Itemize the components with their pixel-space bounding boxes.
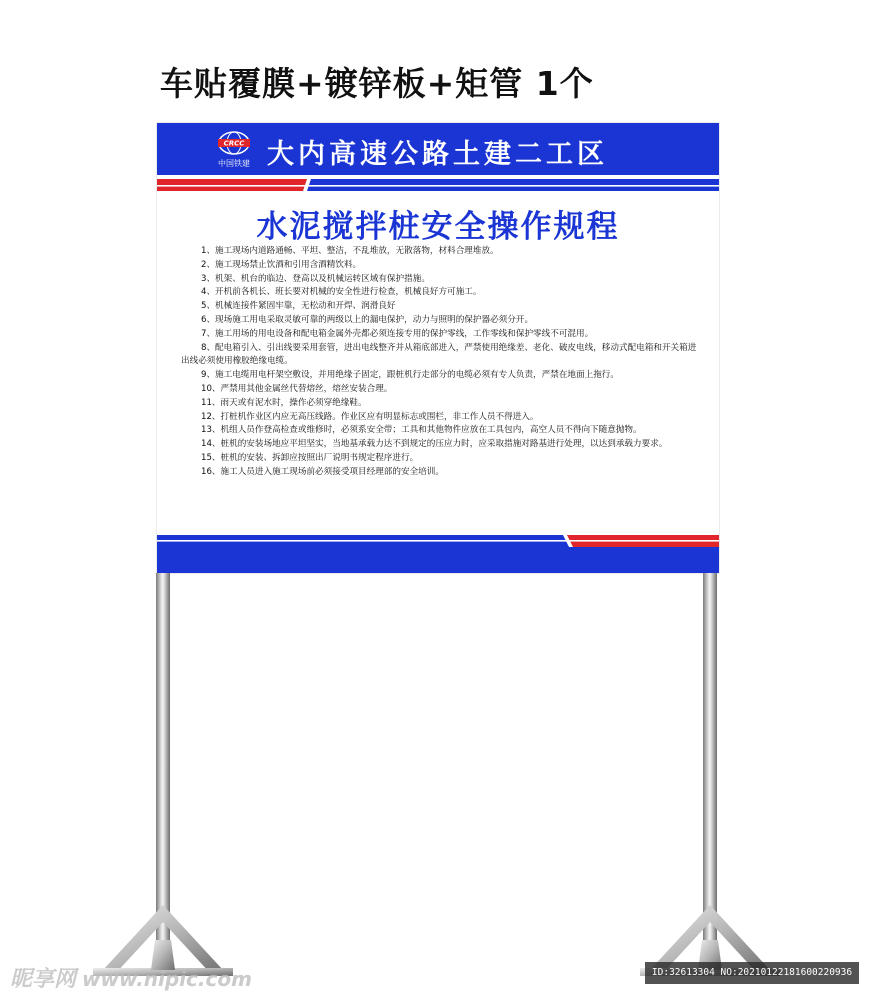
rule-item: 8、配电箱引入、引出线要采用套管，进出电线整齐并从箱底部进入，严禁使用绝缘差、老化、破皮电线，移动式配电箱和开关箱进出线必须使用橡胶绝缘电缆。	[181, 342, 697, 367]
doc-title: 水泥搅拌桩安全操作规程	[256, 209, 620, 245]
rule-item: 16、施工人员进入施工现场前必须接受项目经理部的安全培训。	[201, 466, 444, 477]
rule-item: 6、现场施工用电采取灵敏可靠的两级以上的漏电保护，动力与照明的保护器必须分开。	[201, 314, 534, 325]
watermark-url: www.nipic.com	[82, 967, 252, 991]
header-title: 大内高速公路土建二工区	[267, 139, 608, 170]
rules-list	[181, 245, 701, 480]
bottom-stripe	[157, 535, 719, 547]
rule-item: 11、雨天或有泥水时，操作必须穿绝缘鞋。	[201, 397, 367, 408]
sign-caption: 车贴覆膜+镀锌板+矩管 1个	[160, 64, 594, 103]
globe-icon	[212, 130, 256, 158]
rule-item: 13、机组人员作登高检查或维修时，必须系安全带；工具和其他物件应放在工具包内，高空人员不得向下随意抛物。	[201, 425, 642, 436]
watermark-brand-text: 昵享网	[10, 967, 77, 992]
rule-item: 9、施工电缆用电杆架空敷设，并用绝缘子固定，跟桩机行走部分的电缆必须有专人负责，严禁在地面上拖行。	[201, 370, 619, 381]
svg-text:CRCC: CRCC	[223, 139, 245, 148]
sign-board	[157, 123, 719, 573]
rule-item: 3、机架、机台的临边、登高以及机械运转区域有保护措施。	[201, 273, 430, 284]
crcc-logo	[212, 130, 256, 170]
image-id-bar: ID:32613304 NO:20210122181600220936	[645, 962, 859, 984]
watermark-brand	[10, 962, 252, 993]
rule-item: 4、开机前各机长、班长要对机械的安全性进行检查，机械良好方可施工。	[201, 287, 482, 298]
rule-item: 10、严禁用其他金属丝代替熔丝，熔丝安装合理。	[201, 383, 393, 394]
rule-item: 7、施工用场的用电设备和配电箱金属外壳都必须连接专用的保护零线，工作零线和保护零线不可混用。	[201, 328, 594, 339]
rule-item: 12、打桩机作业区内应无高压线路。作业区应有明显标志或围栏，非工作人员不得进入。	[201, 411, 539, 422]
rule-item: 2、施工现场禁止饮酒和引用含酒精饮料。	[201, 259, 362, 270]
sign-header	[157, 123, 719, 175]
rule-item: 15、桩机的安装、拆卸应按照出厂说明书规定程序进行。	[201, 452, 419, 463]
rule-item: 5、机械连接件紧固牢靠，无松动和开焊、润滑良好	[201, 301, 396, 312]
logo-caption: 中国铁建	[218, 159, 250, 168]
rule-item: 14、桩机的安装场地应平坦坚实，当地基承载力达不到规定的压应力时，应采取措施对路基进行处理，以达到承载力要求。	[201, 439, 668, 450]
rule-item: 1、施工现场内道路通畅、平坦、整洁，不乱堆放，无散落物，材料合理堆放。	[201, 246, 499, 256]
sign-footer	[157, 547, 719, 573]
top-stripe	[157, 179, 719, 191]
